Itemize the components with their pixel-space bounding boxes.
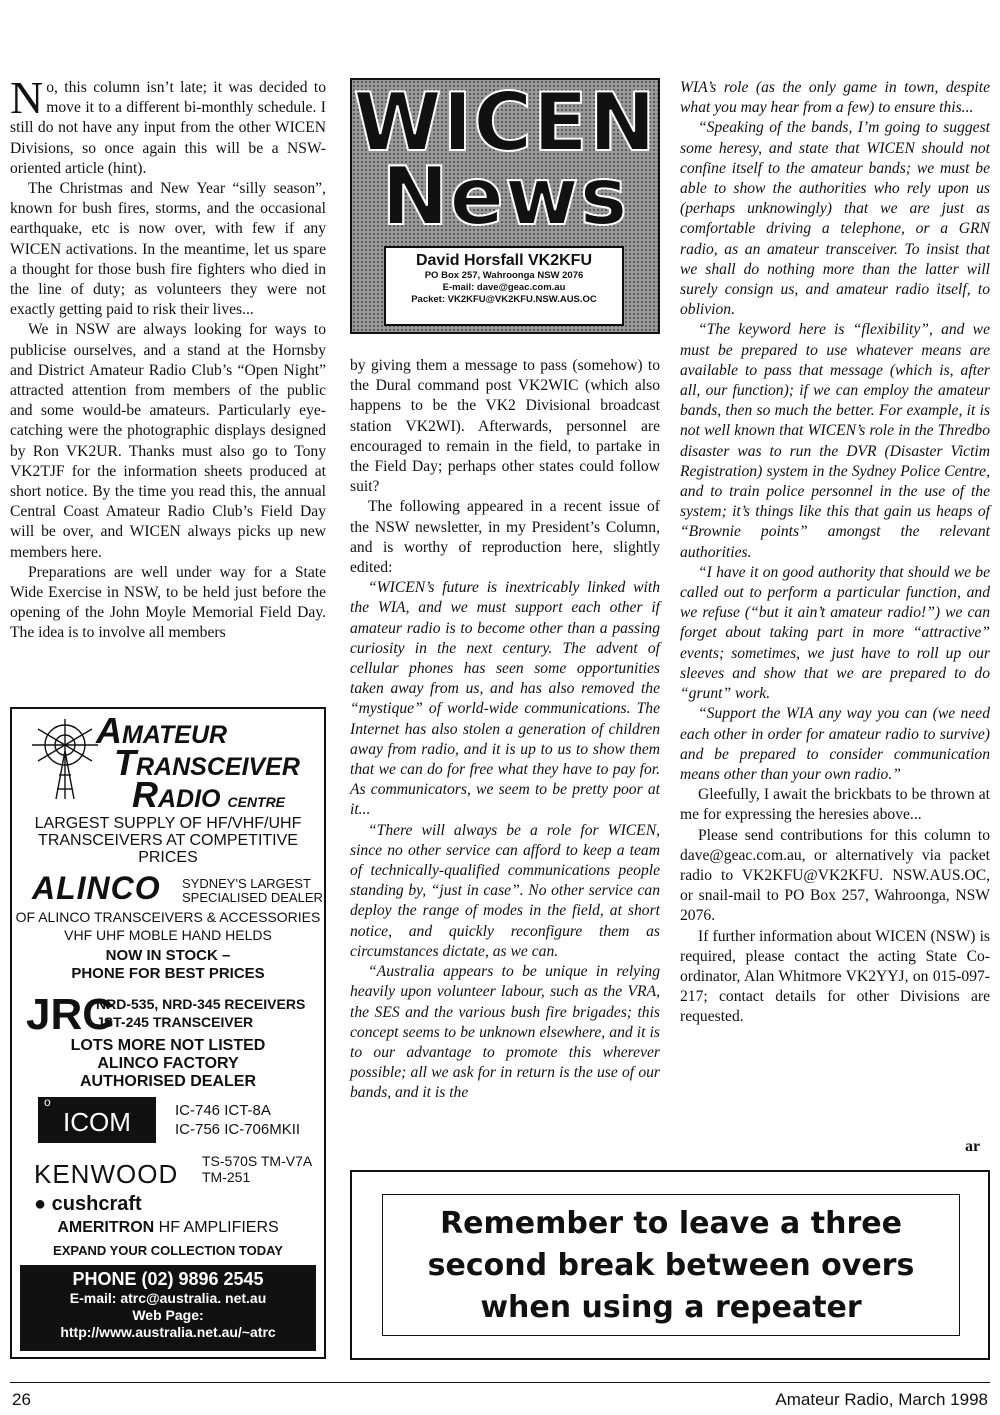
ad-supply-text: LARGEST SUPPLY OF HF/VHF/UHF TRANSCEIVERS AT COMPETITIVE PRICES	[34, 815, 302, 866]
quote-paragraph: “Speaking of the bands, I’m going to suggest some heresy, and state that WICEN should not confine itself to the amateur bands; we must be able to show the authorities who rely upon us (perhaps unknowingly) that we are just as comfortable driving a telephone, or a GRN radio, as an amateur transceiver. To insist that we shall do nothing more than the latter will surely consign us, and amateur radio itself, to oblivion.	[680, 119, 990, 319]
ad-lots-more: LOTS MORE NOT LISTED	[70, 1037, 266, 1054]
cushcraft-logo: ● cushcraft	[34, 1193, 142, 1215]
article-paragraph: If further information about WICEN (NSW) is required, please contact the acting State Co-ordinator, Alan Whitmore VK2YYJ, on 015-097-217; contact details for other Divisions are requested.	[680, 927, 990, 1026]
globe-icon: ●	[34, 1193, 47, 1215]
ad-handhelds: VHF UHF MOBLE HAND HELDS	[64, 927, 272, 943]
article-column-1	[10, 72, 326, 644]
ad-alinco-factory: ALINCO FACTORY	[97, 1055, 239, 1072]
author-address: PO Box 257, Wahroonga NSW 2076	[424, 270, 584, 281]
advertisement	[10, 707, 326, 1359]
ad-company-name: AMATEUR TRANSCEIVER RADIO CENTRE	[96, 710, 300, 815]
article-paragraph: No, this column isn’t late; it was decided to move it to a different bi-monthly schedule. I still do not have any input from the other WICEN Divisions, so once again this will be a NSW-oriented article (hint).	[10, 72, 326, 177]
ad-in-stock: NOW IN STOCK –	[105, 947, 231, 964]
article-column-3	[680, 78, 990, 1028]
quote-paragraph: “WICEN’s future is inextricably linked with the WIA, and we must support each other if amateur radio is to become other than a passing curiosity in the next century. The advent of cellular phones has seen some opportunities taken away from us, and has also removed the “mystique” of world-wide communications. The Internet has also stolen a generation of children away from radio, and it is up to us to show them that we can do for free what they have to pay for. As communicators, we seem to be pretty poor at it...	[350, 579, 660, 819]
ad-authorised: AUTHORISED DEALER	[79, 1073, 256, 1090]
ad-phone: PHONE (02) 9896 2545	[72, 1269, 264, 1289]
kenwood-logo: KENWOOD	[34, 1159, 179, 1189]
ad-web-url: http://www.australia.net.au/~atrc	[60, 1324, 276, 1340]
article-paragraph: Please send contributions for this column to dave@geac.com.au, or alternatively via packet radio to VK2KFU@VK2KFU. NSW.AUS.OC, or snail-mail to PO Box 257, Wahroonga, NSW 2076.	[680, 826, 990, 925]
author-packet: Packet: VK2KFU@VK2KFU.NSW.AUS.OC	[411, 294, 597, 305]
quote-paragraph: “The keyword here is “flexibility”, and we must be prepared to use whatever means are available to pass that message (which is, after all, our function); if we can employ the amateur bands, then so much the better. For example, it is not well known that WICEN’s role in the Thredbo disaster was to run the DVR (Disaster Victim Registration) system in the Sydney Police Centre, and to train police personnel in the use of the system; it’s things like this that gain us heaps of “Brownie points” amongst the relevant authorities.	[680, 321, 990, 561]
kenwood-models: TS-570S TM-V7A TM-251	[202, 1153, 313, 1185]
ameritron-line: AMERITRON HF AMPLIFIERS	[57, 1219, 279, 1236]
article-signoff: ar	[965, 1138, 981, 1155]
quote-paragraph: “Support the WIA any way you can (we need each other in order for amateur radio to survive) and be prepared to consider communication means other than your own radio.”	[680, 705, 990, 783]
column-title: WICEN News	[353, 76, 657, 243]
article-paragraph: The following appeared in a recent issue of the NSW newsletter, in my President’s Column, and is worthy of reproduction here, slightly edited:	[350, 498, 660, 577]
footer-rule	[10, 1382, 990, 1383]
alinco-logo: ALINCO	[32, 870, 161, 906]
ad-web-label: Web Page:	[132, 1307, 204, 1323]
article-paragraph: Preparations are well under way for a State Wide Exercise in NSW, to be held just before the opening of the John Moyle Memorial Field Day. The idea is to involve all members	[10, 563, 326, 642]
article-paragraph: by giving them a message to pass (somehow) to the Dural command post VK2WIC (which also happens to be the VK2 Divisional broadcast station VK2WI). Afterwards, personnel are encouraged to remain in the field, to partake in the Field Day; perhaps other states could follow suit?	[350, 357, 660, 496]
jrc-models: NRD-535, NRD-345 RECEIVERS JST-245 TRANSCEIVER	[96, 996, 306, 1030]
drop-cap: N	[10, 72, 44, 123]
icom-logo: o ICOM	[38, 1097, 156, 1143]
quote-paragraph: “I have it on good authority that should we be called out to perform a particular function, and we refuse (“but it ain’t amateur radio!”) we can forget about taking part in more “attractive” events; sometimes, we just have to roll up our sleeves and show that we are prepared to do “grunt” work.	[680, 563, 990, 703]
quote-paragraph: “Australia appears to be unique in relying heavily upon volunteer labour, such as the VRA, the SES and the various bush fire brigades; this concept seems to be unknown elsewhere, and it is to our advantage to promote this wherever possible; all we ask for in return is the use of our bands, and it is the	[350, 963, 660, 1102]
page-number: 26	[12, 1390, 31, 1409]
article-paragraph: The Christmas and New Year “silly season”, known for bush fires, storms, and the occasional earthquake, etc is now over, with few if any WICEN activations. In the meantime, let us spare a thought for those bush fire fighters who died in the line of duty; as volunteers they were not exactly getting paid to risk their lives...	[10, 180, 326, 319]
author-email: E-mail: dave@geac.com.au	[442, 282, 566, 293]
column-header-box	[350, 78, 660, 334]
quote-paragraph: “There will always be a role for WICEN, since no other service can afford to keep a team of technically-qualified communications people standing by, “just in case”. No other service can deploy the range of modes in the field, at short notice, and quickly reconfigure them as circumstances dictate, as we can.	[350, 821, 660, 960]
ad-alinco-accessories: OF ALINCO TRANSCEIVERS & ACCESSORIES	[15, 909, 321, 925]
author-name: David Horsfall VK2KFU	[415, 252, 593, 269]
alinco-dealer-text: SYDNEY'S LARGEST SPECIALISED DEALER	[182, 876, 323, 905]
issue-label: Amateur Radio, March 1998	[775, 1390, 988, 1409]
author-card	[384, 246, 624, 326]
article-paragraph: We in NSW are always looking for ways to publicise ourselves, and a stand at the Hornsby and District Amateur Radio Club’s “Open Night” attracted attention from members of the public and some would-be amateurs. Particularly eye-catching were the photographic displays designed by Ron VK2UR. Thanks must also go to Tony VK2TJF for the information sheets produced at short notice. By the time you read this, the annual Central Coast Amateur Radio Club’s Field Day will be over, and WICEN always picks up new members here.	[10, 321, 326, 561]
jrc-logo: JRC	[26, 990, 115, 1039]
ad-contact-block	[20, 1265, 316, 1351]
ad-email: E-mail: atrc@australia. net.au	[69, 1290, 267, 1306]
ad-phone-prices: PHONE FOR BEST PRICES	[71, 965, 265, 982]
reminder-box	[350, 1170, 990, 1360]
reminder-text: Remember to leave a three second break between overs when using a repeater	[382, 1194, 960, 1336]
article-column-2	[350, 356, 660, 1104]
article-paragraph: Gleefully, I await the brickbats to be thrown at me for expressing the heresies above...	[680, 786, 990, 824]
quote-paragraph: WIA’s role (as the only game in town, despite what you may hear from a few) to ensure this...	[680, 79, 990, 117]
icom-models: IC-746 ICT-8A IC-756 IC-706MKII	[175, 1102, 301, 1138]
ad-expand: EXPAND YOUR COLLECTION TODAY	[53, 1243, 283, 1258]
radio-tower-icon	[26, 715, 104, 801]
